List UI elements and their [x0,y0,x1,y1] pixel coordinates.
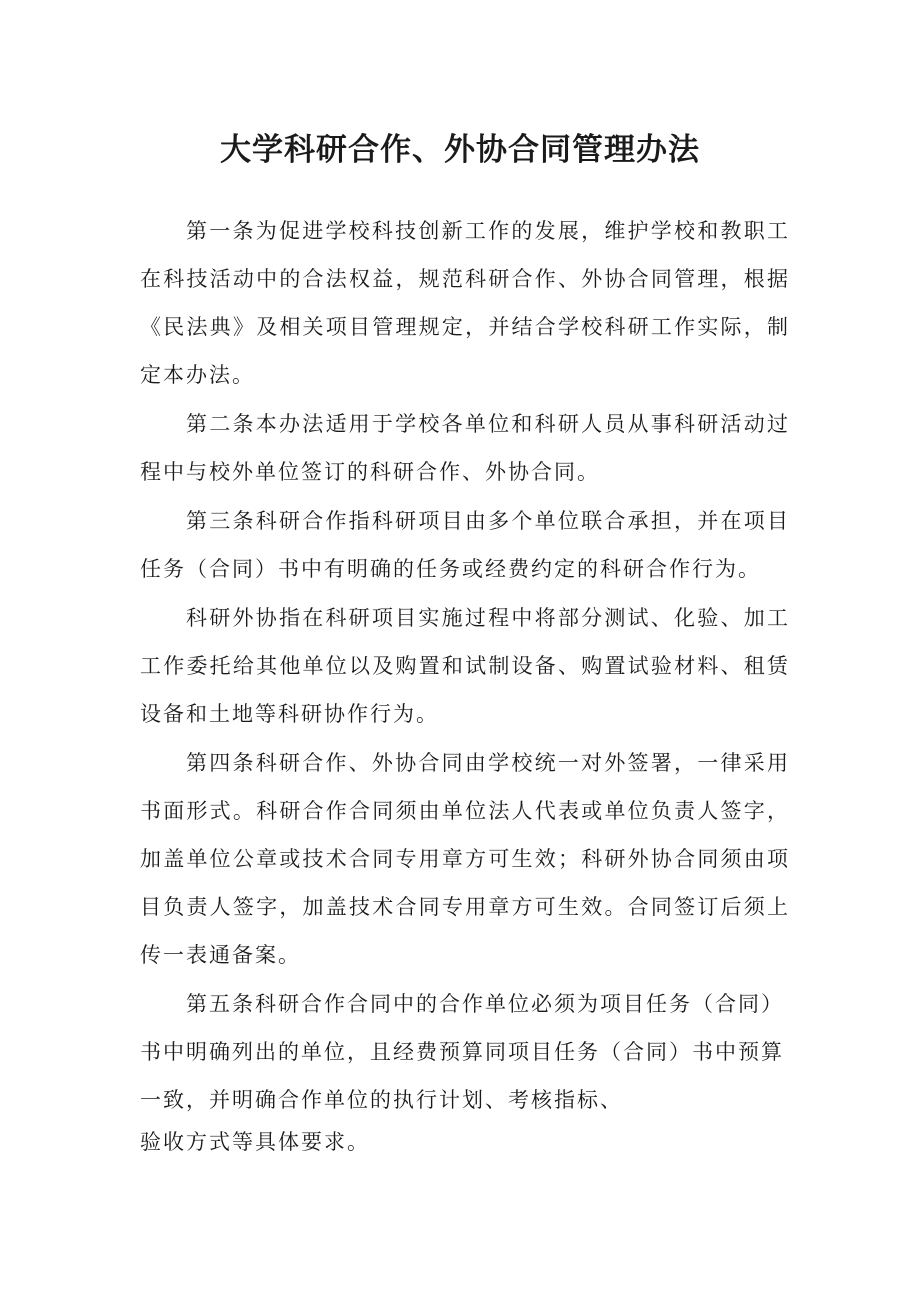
paragraph-article-3: 第三条科研合作指科研项目由多个单位联合承担，并在项目任务（合同）书中有明确的任务或经费约定的科研合作行为。 [140,509,790,581]
paragraph-line: 验收方式等具体要求。 [140,1130,370,1154]
paragraph-outsourcing-definition: 科研外协指在科研项目实施过程中将部分测试、化验、加工工作委托给其他单位以及购置和试制设备、购置试验材料、租赁设备和土地等科研协作行为。 [140,606,790,726]
paragraph-article-1: 第一条为促进学校科技创新工作的发展，维护学校和教职工在科技活动中的合法权益，规范科研合作、外协合同管理，根据《民法典》及相关项目管理规定，并结合学校科研工作实际，制定本办法。 [140,219,790,387]
paragraph-line: 书中明确列出的单位，且经费预算同项目任务（合同）书中预算 [140,1040,784,1064]
document-body [140,207,790,1156]
paragraph-line: 一致，并明确合作单位的执行计划、考核指标、 [140,1088,623,1112]
paragraph-article-2: 第二条本办法适用于学校各单位和科研人员从事科研活动过程中与校外单位签订的科研合作、外协合同。 [140,412,790,484]
paragraph-article-5 [140,980,790,1156]
document-title: 大学科研合作、外协合同管理办法 [220,132,700,168]
paragraph-article-4: 第四条科研合作、外协合同由学校统一对外签署，一律采用书面形式。科研合作合同须由单位法人代表或单位负责人签字，加盖单位公章或技术合同专用章方可生效；科研外协合同须由项目负责人签字，加盖技术合同专用章方可生效。合同签订后须上传一表通备案。 [140,751,790,967]
paragraph-line: 第五条科研合作合同中的合作单位必须为项目任务（合同） [186,992,784,1016]
